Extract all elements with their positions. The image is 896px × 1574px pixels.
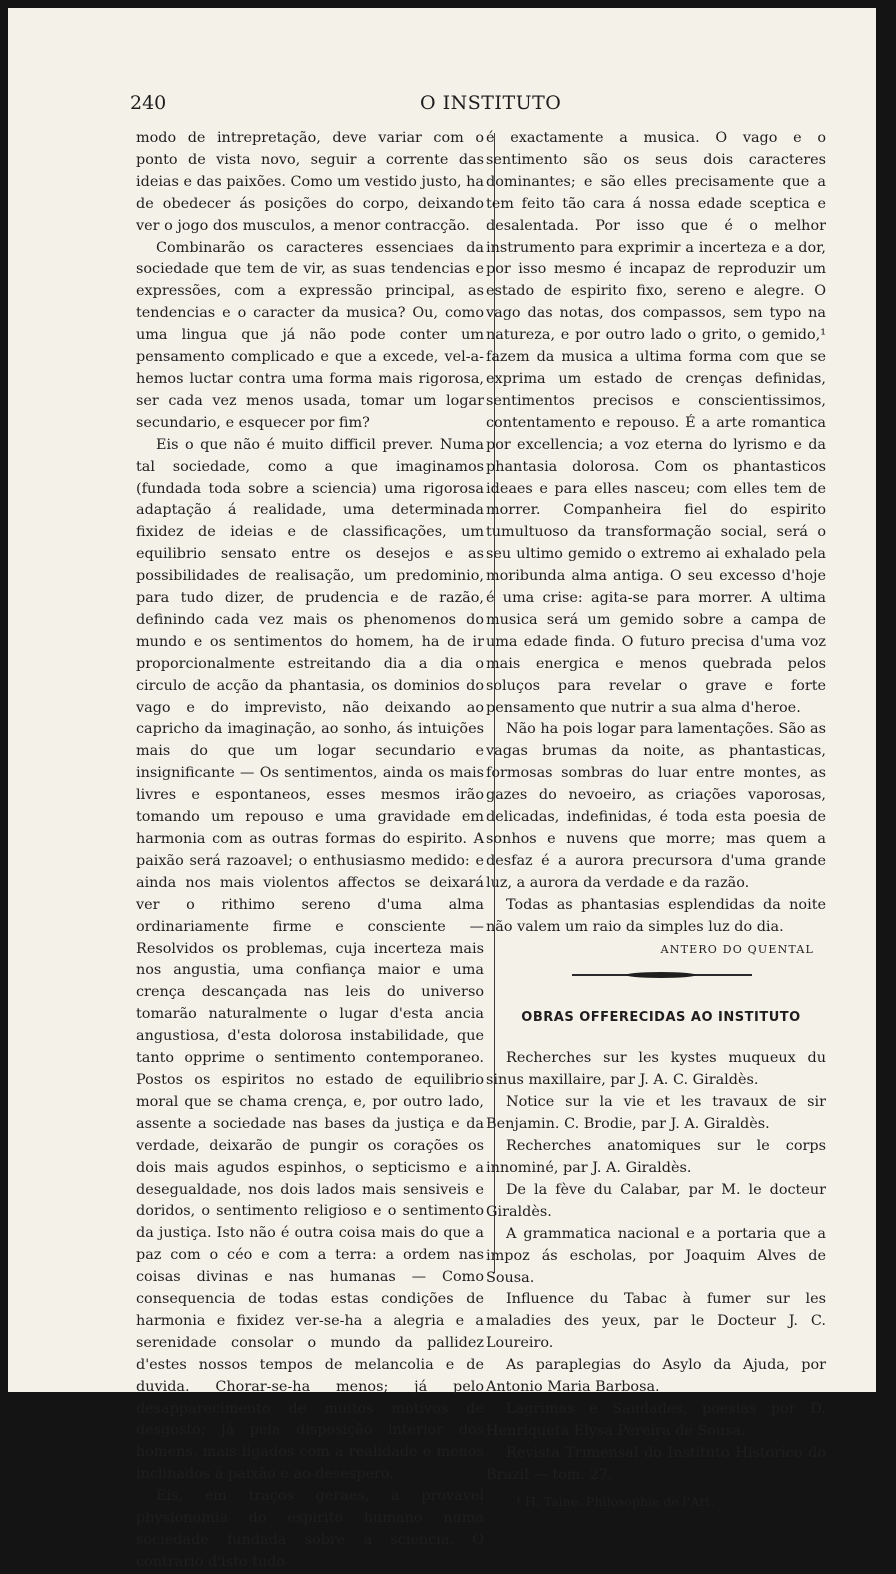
paragraph: é exactamente a musica. O vago e o sentimento são os seus dois caracteres dominantes; e são elles precisamente que a tem feito tão cara á nossa edade sceptica e desalentada. Por isso que é o melhor instrumento para exprimir a incerteza e a dor, por isso mesmo é incapaz de reproduzir um estado de espirito fixo, sereno e alegre. O vago das notas, dos compassos, sem typo na natureza, e por outro lado o grito, o gemido,¹ fazem da musica a ultima forma com que se exprima um estado de crenças definidas, sentimentos precisos e conscientissimos, contentamento e repouso. É a arte romantica por excellencia; a voz eterna do lyrismo e da phantasia dolorosa. Com os phantasticos ideaes e para elles nasceu; com elles tem de morrer. Companheira fiel do espirito tumultuoso da transformação social, será o seu ultimo gemido o extremo ai exhalado pela moribunda alma antiga. O seu excesso d'hoje é uma crise: agita-se para morrer. A ultima musica será um gemido sobre a campa de uma edade finda. O futuro precisa d'uma voz mais energica e menos quebrada pelos soluços para revelar o grave e forte pensamento que nutrir a sua alma d'heroe. — [486, 130, 826, 716]
paragraph: Eis, em traços geraes, a provavel physionomia do espirito humano numa sociedade fundada sobre a sciencia. O contrario d'isto tudo — [136, 1488, 484, 1570]
running-title: O INSTITUTO — [420, 92, 562, 114]
paragraph: Todas as phantasias esplendidas da noite não valem um raio da simples luz do dia. — [486, 896, 826, 935]
paragraph: Não ha pois logar para lamentações. São as vagas brumas da noite, as phantasticas, formosas sombras do luar entre montes, as gazes do nevoeiro, as criações vaporosas, delicadas, indefinidas, é toda esta poesia de sonhos e nuvens que morre; mas quem a desfaz é a aurora precursora d'uma grande luz, a aurora da verdade e da razão. — [486, 721, 826, 891]
right-column — [486, 128, 826, 1512]
left-column — [136, 128, 484, 1574]
list-item: Revista Trimensal do Instituto Historico do Brazil — tom. 27. — [486, 1444, 826, 1483]
section-heading: OBRAS OFFERECIDAS AO INSTITUTO — [521, 1009, 801, 1025]
list-item: Recherches anatomiques sur le corps innominé, par J. A. Giraldès. — [486, 1138, 826, 1176]
author-signature: ANTERO DO QUENTAL — [660, 942, 814, 956]
ornamental-rule — [486, 961, 826, 993]
footnote: ¹ H. Taine. Philosophie de l'Art. — [516, 1493, 715, 1509]
page-number: 240 — [130, 92, 167, 114]
running-head — [8, 92, 876, 122]
list-item: Influence du Tabac à fumer sur les maladies des yeux, par le Docteur J. C. Loureiro. — [486, 1291, 826, 1352]
rule-swell — [626, 972, 696, 978]
paragraph: Eis o que não é muito difficil prever. Numa tal sociedade, como a que imaginamos (fundada toda sobre a sciencia) uma rigorosa adaptação á realidade, uma determinada fixidez de ideias e de classificações, um equilibrio sensato entre os desejos e as possibilidades de realisação, um predominio, para tudo dizer, de prudencia e de razão, definindo cada vez mais os phenomenos do mundo e os sentimentos do homem, ha de ir proporcionalmente estreitando dia a dia o circulo de acção da phantasia, os dominios do vago e do imprevisto, não deixando ao capricho da imaginação, ao sonho, ás intuições mais do que um logar secundario e insignificante — Os sentimentos, ainda os mais livres e espontaneos, esses mesmos irão tomando um repouso e uma gravidade em harmonia com as outras formas do espirito. A paixão será razoavel; o enthusiasmo medido: e ainda nos mais violentos affectos se deixará ver o rithimo sereno d'uma alma ordinariamente firme e consciente — Resolvidos os problemas, cuja incerteza mais nos angustia, uma confiança maior e uma crença descançada nas leis do universo tomarão naturalmente o lugar d'esta ancia angustiosa, d'esta dolorosa instabilidade, que tanto opprime o sentimento contemporaneo. Postos os espiritos no estado de equilibrio moral que se chama crença, e, por outro lado, assente a sociedade nas bases da justiça e da verdade, deixarão de pungir os corações os dois mais agudos espinhos, o septicismo e a desegualdade, nos dois lados mais sensiveis e doridos, o sentimento religioso e o sentimento da justiça. Isto não é outra coisa mais do que a paz com o céo e com a terra: a ordem nas coisas divinas e nas humanas — Como consequencia de todas estas condições de harmonia e fixidez ver-se-ha a alegria e a serenidade consolar o mundo da pallidez d'estes nossos tempos de melancolia e de duvida. Chorar-se-ha menos; já pelo desapparecimento de muitos motivos de desgosto; já pela disposição interior dos homens, mais ligados com a realidade e menos inclinados á paixão e ao desespero. — [136, 436, 484, 1483]
offered-works-list — [486, 1048, 826, 1486]
paragraph: Combinarão os caracteres essenciaes da sociedade que tem de vir, as suas tendencias e expressões, com a expressão principal, as tendencias e o caracter da musica? Ou, como uma lingua que já não pode conter um pensamento complicado e que a excede, vel-a-hemos luctar contra uma forma mais rigorosa, ser cada vez menos usada, tomar um logar secundario, e esquecer por fim? — [136, 239, 484, 431]
page-sheet — [8, 8, 876, 1570]
list-item: De la fève du Calabar, par M. le docteur Giraldès. — [486, 1181, 826, 1220]
list-item: Lagrimas e Saudades, poesias por D. Henriqueta Elysa Pereira de Sousa. — [486, 1400, 826, 1439]
list-item: A grammatica nacional e a portaria que a impoz ás escholas, por Joaquim Alves de Sousa. — [486, 1225, 826, 1286]
list-item: Recherches sur les kystes muqueux du sinus maxillaire, par J. A. C. Giraldès. — [486, 1050, 826, 1089]
list-item: Notice sur la vie et les travaux de sir Benjamin. C. Brodie, par J. A. Giraldès. — [486, 1094, 826, 1133]
paragraph: modo de intrepretação, deve variar com o ponto de vista novo, seguir a corrente das ideias e das paixões. Como um vestido justo, ha de obedecer ás posições do corpo, deixando ver o jogo dos musculos, a menor contracção. — [136, 130, 485, 234]
list-item: As paraplegias do Asylo da Ajuda, por Antonio Maria Barbosa. — [486, 1357, 826, 1396]
